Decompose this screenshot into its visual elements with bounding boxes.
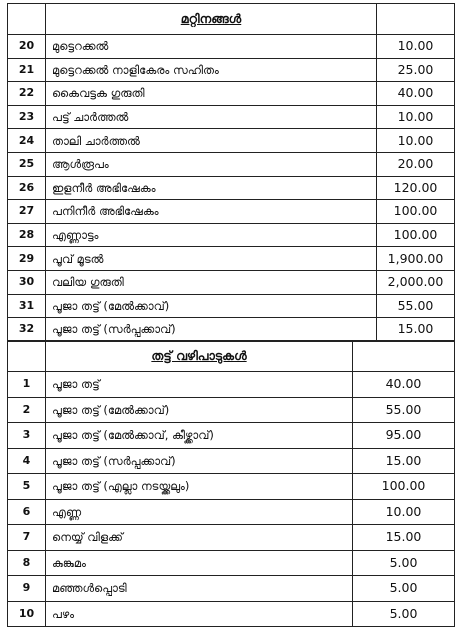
row-number: 20: [8, 35, 46, 59]
offering-amount: 55.00: [377, 294, 455, 318]
offering-name: പൂജാ തട്ട് (മേൽക്കാവ്): [46, 397, 353, 423]
offering-amount: 15.00: [377, 318, 455, 342]
row-number: 9: [8, 576, 46, 602]
table-row: [8, 576, 455, 602]
offering-amount: 5.00: [353, 550, 455, 576]
table-row: [8, 294, 455, 318]
section-title: തട്ട് വഴിപാടുകൾ: [46, 341, 353, 372]
offering-amount: 10.00: [377, 35, 455, 59]
offering-name: വലിയ ഗുരുതി: [46, 270, 377, 294]
offering-name: പഴം: [46, 601, 353, 627]
table-row: [8, 270, 455, 294]
table-row: [8, 525, 455, 551]
table-row: [8, 474, 455, 500]
offering-name: കൈവട്ടക ഗുരുതി: [46, 82, 377, 106]
offering-amount: 55.00: [353, 397, 455, 423]
header-spacer: [353, 341, 455, 372]
row-number: 2: [8, 397, 46, 423]
section-header-row: [8, 341, 455, 372]
row-number: 21: [8, 58, 46, 82]
row-number: 1: [8, 372, 46, 398]
row-number: 23: [8, 105, 46, 129]
row-number: 26: [8, 176, 46, 200]
offering-amount: 10.00: [353, 499, 455, 525]
offering-name: മുട്ടെറക്കൽ: [46, 35, 377, 59]
row-number: 29: [8, 247, 46, 271]
table-row: [8, 105, 455, 129]
offering-amount: 95.00: [353, 423, 455, 449]
offering-amount: 15.00: [353, 525, 455, 551]
table-row: [8, 152, 455, 176]
offering-amount: 5.00: [353, 576, 455, 602]
offering-name: മഞ്ഞൾപ്പൊടി: [46, 576, 353, 602]
row-number: 24: [8, 129, 46, 153]
row-number: 5: [8, 474, 46, 500]
header-spacer: [8, 341, 46, 372]
offering-amount: 1,900.00: [377, 247, 455, 271]
offering-name: പൂജാ തട്ട്: [46, 372, 353, 398]
offering-name: പൂജാ തട്ട് (സർപ്പക്കാവ്): [46, 448, 353, 474]
row-number: 6: [8, 499, 46, 525]
table-row: [8, 499, 455, 525]
offering-amount: 10.00: [377, 129, 455, 153]
offering-amount: 10.00: [377, 105, 455, 129]
table-row: [8, 601, 455, 627]
row-number: 27: [8, 200, 46, 224]
row-number: 10: [8, 601, 46, 627]
table-row: [8, 318, 455, 342]
offerings-table-other: [7, 3, 455, 342]
table-row: [8, 58, 455, 82]
section-header-row: [8, 4, 455, 35]
offering-amount: 120.00: [377, 176, 455, 200]
offerings-table-thattu: [7, 340, 455, 627]
table-row: [8, 200, 455, 224]
offering-amount: 5.00: [353, 601, 455, 627]
offering-amount: 100.00: [353, 474, 455, 500]
row-number: 31: [8, 294, 46, 318]
offering-amount: 2,000.00: [377, 270, 455, 294]
offering-amount: 100.00: [377, 200, 455, 224]
offering-name: പട്ട് ചാർത്തൽ: [46, 105, 377, 129]
table-row: [8, 176, 455, 200]
offering-name: ആൾരൂപം: [46, 152, 377, 176]
offering-name: മുട്ടെറക്കൽ നാളികേരം സഹിതം: [46, 58, 377, 82]
offering-name: പൂജാ തട്ട് (മേൽക്കാവ്, കീഴ്ക്കാവ്): [46, 423, 353, 449]
row-number: 8: [8, 550, 46, 576]
table-row: [8, 372, 455, 398]
offering-name: നെയ്യ് വിളക്ക്: [46, 525, 353, 551]
offering-name: ഇളനീർ അഭിഷേകം: [46, 176, 377, 200]
table-row: [8, 35, 455, 59]
offering-amount: 100.00: [377, 223, 455, 247]
section-title: മറ്റിനങ്ങൾ: [46, 4, 377, 35]
offering-name: പൂജാ തട്ട് (സർപ്പക്കാവ്): [46, 318, 377, 342]
offering-name: എണ്ണ: [46, 499, 353, 525]
row-number: 28: [8, 223, 46, 247]
offering-name: പൂജാ തട്ട് (എല്ലാ നടയ്ക്കലും): [46, 474, 353, 500]
offering-amount: 40.00: [377, 82, 455, 106]
offering-amount: 20.00: [377, 152, 455, 176]
row-number: 3: [8, 423, 46, 449]
table-row: [8, 247, 455, 271]
table-row: [8, 82, 455, 106]
row-number: 32: [8, 318, 46, 342]
row-number: 30: [8, 270, 46, 294]
offerings-sheet: [7, 3, 454, 627]
table-row: [8, 397, 455, 423]
offering-name: പൂജാ തട്ട് (മേൽക്കാവ്): [46, 294, 377, 318]
row-number: 7: [8, 525, 46, 551]
header-spacer: [8, 4, 46, 35]
offering-name: പൂവ് മൂടൽ: [46, 247, 377, 271]
offering-name: എണ്ണാട്ടം: [46, 223, 377, 247]
row-number: 25: [8, 152, 46, 176]
offering-amount: 25.00: [377, 58, 455, 82]
offering-name: താലി ചാർത്തൽ: [46, 129, 377, 153]
header-spacer: [377, 4, 455, 35]
offering-amount: 15.00: [353, 448, 455, 474]
table-row: [8, 423, 455, 449]
row-number: 4: [8, 448, 46, 474]
table-row: [8, 129, 455, 153]
offering-name: കുങ്കുമം: [46, 550, 353, 576]
row-number: 22: [8, 82, 46, 106]
offering-name: പനിനീർ അഭിഷേകം: [46, 200, 377, 224]
table-row: [8, 448, 455, 474]
table-row: [8, 550, 455, 576]
table-row: [8, 223, 455, 247]
offering-amount: 40.00: [353, 372, 455, 398]
